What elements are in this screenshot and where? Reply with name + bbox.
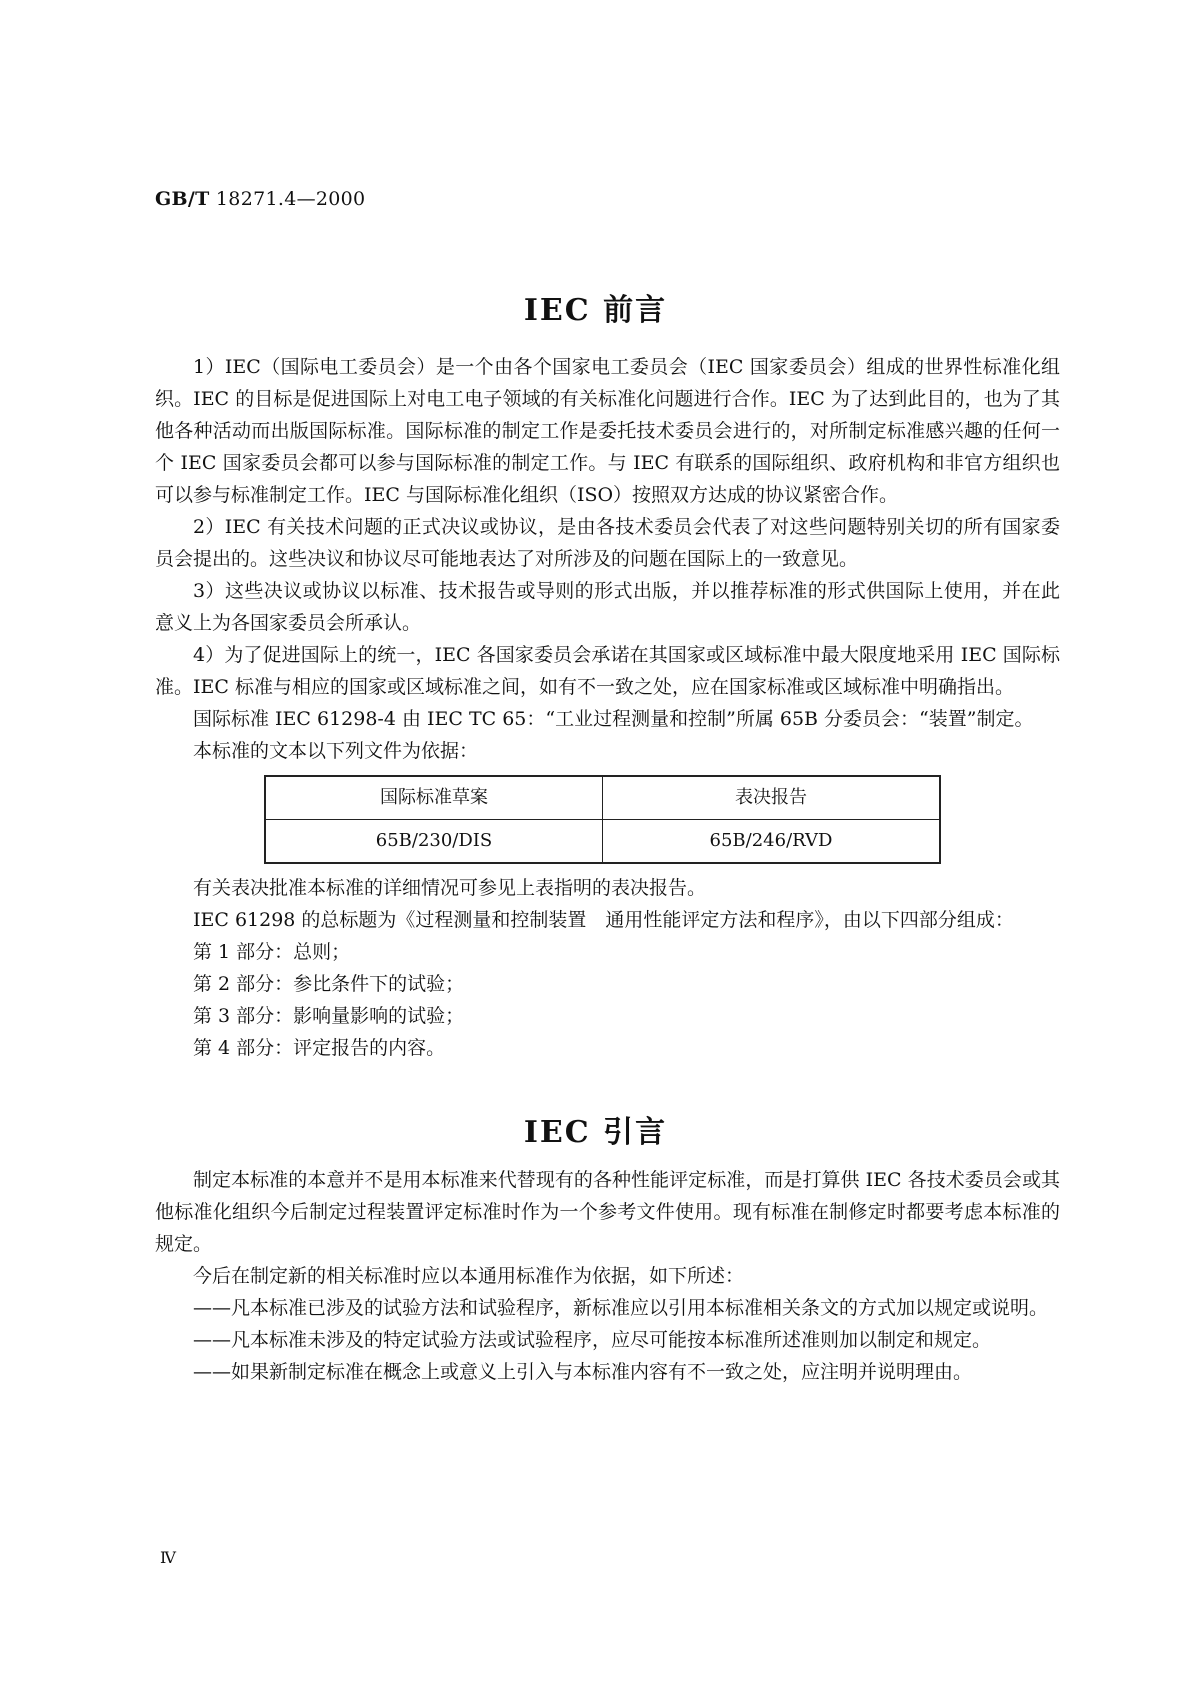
foreword-paragraph-5: 国际标准 IEC 61298-4 由 IEC TC 65：“工业过程测量和控制”所属 65B 分委员会：“装置”制定。 xyxy=(193,708,1034,730)
list-item: 第 3 部分：影响量影响的试验； xyxy=(193,1005,465,1027)
standard-code: GB/T xyxy=(155,188,210,210)
foreword-paragraph-3: 3）这些决议或协议以标准、技术报告或导则的形式出版，并以推荐标准的形式供国际上使用，并在此意义上为各国家委员会所承认。 xyxy=(155,580,1060,634)
table-header-cell: 表决报告 xyxy=(603,776,941,820)
foreword-paragraph-1: 1）IEC（国际电工委员会）是一个由各个国家电工委员会（IEC 国家委员会）组成的世界性标准化组织。IEC 的目标是促进国际上对电工电子领域的有关标准化问题进行合作。IEC 为了达到此目的，也为了其他各种活动而出版国际标准。国际标准的制定工作是委托技术委员会进行的，对所制定标准感兴趣的任何一个 IEC 国家委员会都可以参与国际标准的制定工作。与 IEC 有联系的国际组织、政府机构和非官方组织也可以参与标准制定工作。IEC 与国际标准化组织（ISO）按照双方达成的协议紧密合作。 xyxy=(155,356,1060,506)
list-item: 第 2 部分：参比条件下的试验； xyxy=(193,973,465,995)
introduction-paragraph-2: 今后在制定新的相关标准时应以本通用标准作为依据，如下所述： xyxy=(193,1265,745,1287)
introduction-paragraph-1: 制定本标准的本意并不是用本标准来代替现有的各种性能评定标准，而是打算供 IEC 各技术委员会或其他标准化组织今后制定过程装置评定标准时作为一个参考文件使用。现有标准在制修定时都要考虑本标准的规定。 xyxy=(155,1169,1060,1255)
standard-number: 18271.4—2000 xyxy=(215,188,366,210)
table-cell: 65B/246/RVD xyxy=(603,820,941,864)
foreword-body xyxy=(155,351,1060,1064)
foreword-paragraph-4: 4）为了促进国际上的统一，IEC 各国家委员会承诺在其国家或区域标准中最大限度地采用 IEC 国际标准。IEC 标准与相应的国家或区域标准之间，如有不一致之处，应在国家标准或区域标准中明确指出。 xyxy=(155,644,1060,698)
table-header-cell: 国际标准草案 xyxy=(265,776,603,820)
list-item: 第 1 部分：总则； xyxy=(193,941,351,963)
voting-documents-table xyxy=(264,775,941,864)
foreword-paragraph-6: 本标准的文本以下列文件为依据： xyxy=(193,740,479,762)
foreword-paragraph-7: 有关表决批准本标准的详细情况可参见上表指明的表决报告。 xyxy=(193,877,707,899)
introduction-title: IEC 引言 xyxy=(523,1115,668,1150)
table-header-row xyxy=(265,776,940,820)
foreword-paragraph-8: IEC 61298 的总标题为《过程测量和控制装置 通用性能评定方法和程序》，由以下四部分组成： xyxy=(193,909,1014,931)
introduction-paragraph-5: ——如果新制定标准在概念上或意义上引入与本标准内容有不一致之处，应注明并说明理由。 xyxy=(193,1361,973,1383)
introduction-paragraph-4: ——凡本标准未涉及的特定试验方法或试验程序，应尽可能按本标准所述准则加以制定和规定。 xyxy=(193,1329,992,1351)
document-header xyxy=(155,188,365,210)
table-cell: 65B/230/DIS xyxy=(265,820,603,864)
list-item: 第 4 部分：评定报告的内容。 xyxy=(193,1037,446,1059)
foreword-title: IEC 前言 xyxy=(523,293,668,328)
introduction-body xyxy=(155,1164,1060,1388)
table-row xyxy=(265,820,940,864)
page-number: Ⅳ xyxy=(160,1548,176,1567)
foreword-paragraph-2: 2）IEC 有关技术问题的正式决议或协议，是由各技术委员会代表了对这些问题特别关切的所有国家委员会提出的。这些决议和协议尽可能地表达了对所涉及的问题在国际上的一致意见。 xyxy=(155,516,1060,570)
introduction-paragraph-3: ——凡本标准已涉及的试验方法和试验程序，新标准应以引用本标准相关条文的方式加以规定或说明。 xyxy=(193,1297,1049,1319)
